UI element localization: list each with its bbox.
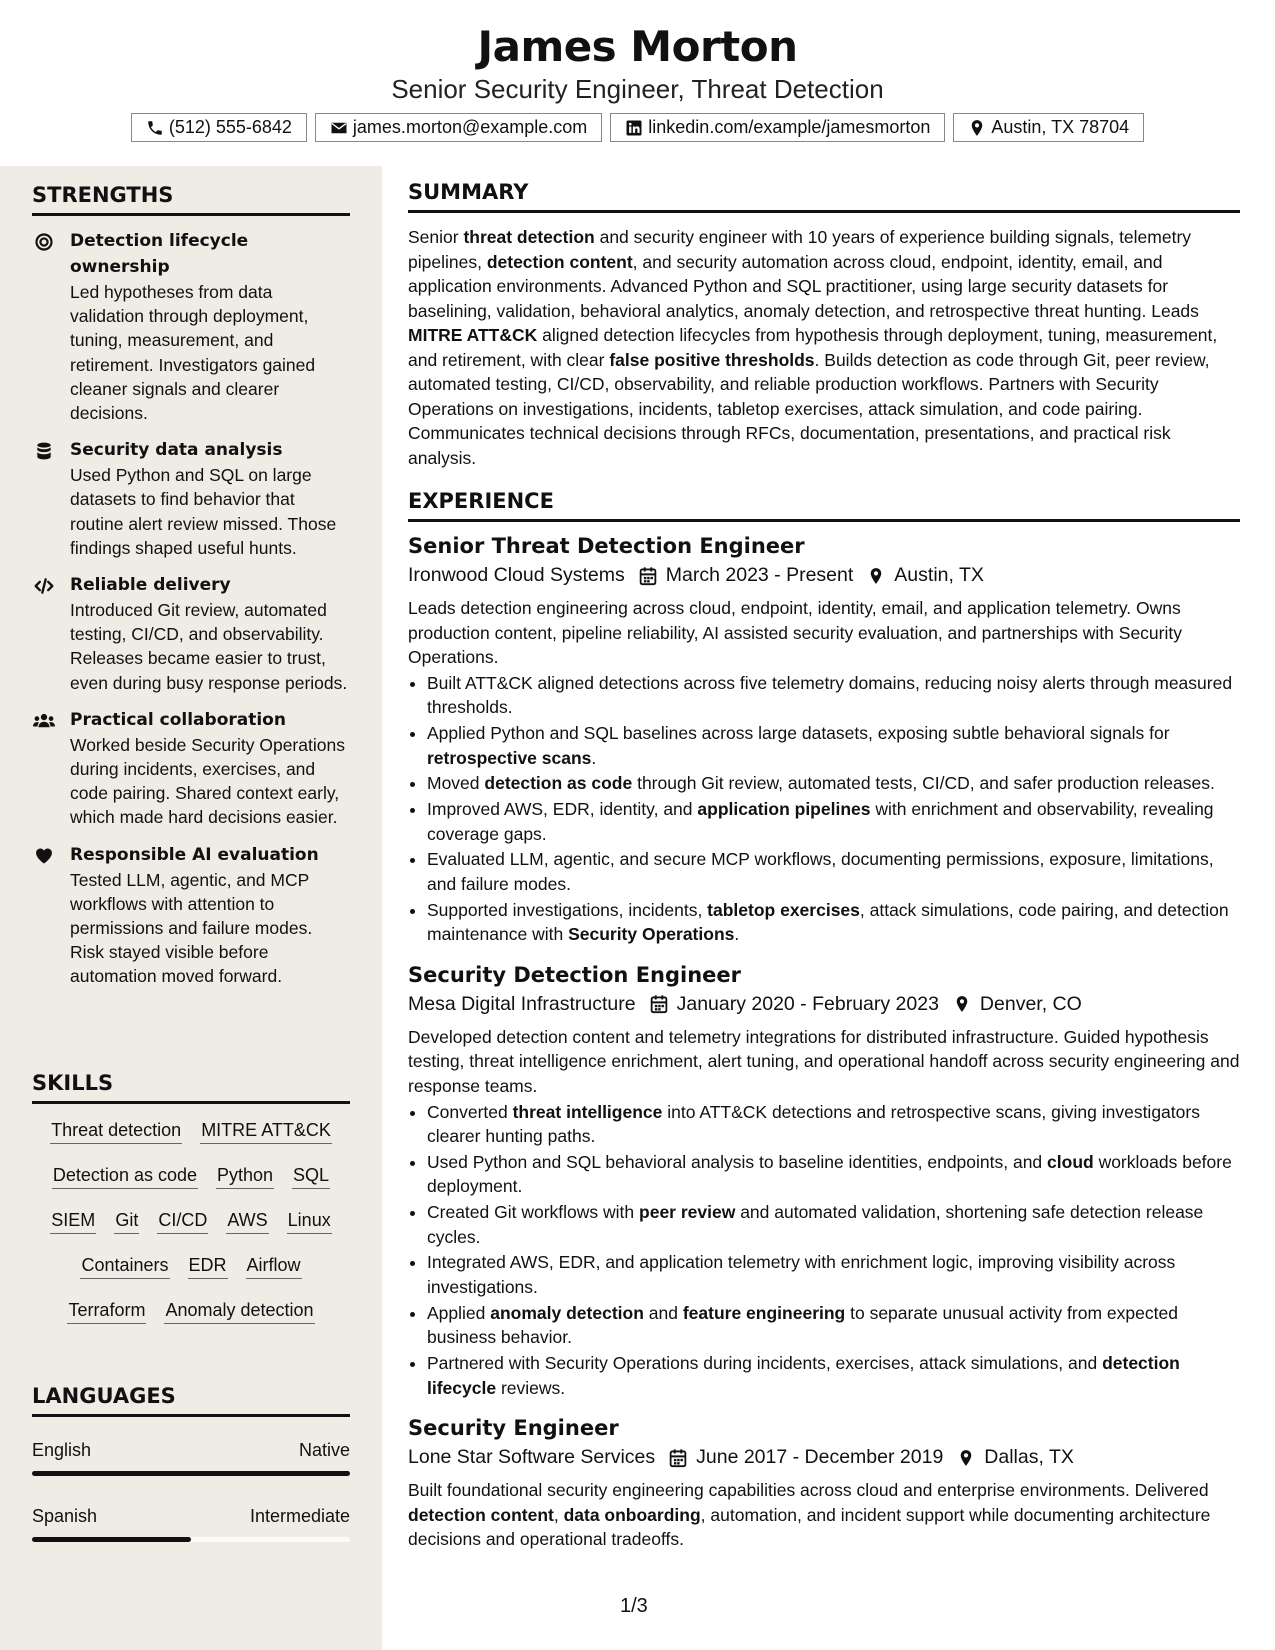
job-title: Security Detection Engineer <box>408 962 742 987</box>
contact-linkedin[interactable] <box>610 113 945 142</box>
text-run: , <box>553 1504 564 1525</box>
job-bullet <box>427 671 1240 720</box>
job-location: Denver, CO <box>979 992 1082 1015</box>
skill-tag: SQL <box>292 1163 330 1189</box>
text-run: and automated validation, shortening safe detection release cycles. <box>427 1202 1204 1247</box>
contact-location[interactable] <box>953 113 1144 142</box>
job-company: Lone Star Software Services <box>408 1446 656 1469</box>
text-run: reviews. <box>496 1377 566 1398</box>
bold-phrase: MITRE ATT&CK <box>408 325 538 345</box>
job-bullets <box>408 671 1240 947</box>
text-run: Integrated AWS, EDR, and application telemetry with enrichment logic, improving visibility across investigations. <box>427 1252 1176 1297</box>
job-bullet <box>427 797 1240 846</box>
calendar-icon <box>650 994 668 1014</box>
contact-text: james.morton@example.com <box>352 117 588 137</box>
bold-phrase: false positive thresholds <box>609 349 815 370</box>
heart-icon <box>33 846 55 866</box>
strength-item <box>32 228 350 425</box>
job-bullet <box>427 898 1240 947</box>
bold-phrase: data onboarding <box>563 1504 701 1525</box>
text-run: Leads detection engineering across cloud, endpoint, identity, email, and application telemetry. Owns production content, pipeline reliability, AI assisted security evaluation, and partnerships with Security Operations. <box>408 598 1182 667</box>
resume-header <box>0 0 1275 166</box>
linkedin-icon <box>625 119 643 137</box>
location-pin-icon <box>968 119 986 137</box>
page-indicator: 1/3 <box>620 1595 648 1617</box>
text-run: . Builds detection as code through Git, peer review, automated testing, CI/CD, observability, and reliable production workflows. Partners with Security Operations on investigations, incidents, tabletop exercises, attack simulation, and code pairing. Communicates technical decisions through RFCs, documentation, presentations, and practical risk analysis. <box>408 349 1210 468</box>
text-run: Partnered with Security Operations during incidents, exercises, attack simulations, and <box>427 1353 1103 1374</box>
strength-title: Responsible AI evaluation <box>70 844 319 865</box>
job-bullet <box>427 1100 1240 1149</box>
strength-title: Practical collaboration <box>70 709 286 730</box>
strengths-title: STRENGTHS <box>32 183 350 216</box>
text-run: Improved AWS, EDR, identity, and <box>427 799 698 820</box>
text-run: , attack simulations, code pairing, and detection maintenance with <box>427 899 1229 945</box>
contact-text: (512) 555-6842 <box>168 117 292 137</box>
languages-title: LANGUAGES <box>32 1384 350 1417</box>
text-run: Used Python and SQL behavioral analysis to baseline identities, endpoints, and <box>427 1151 1048 1172</box>
text-run: Applied <box>427 1302 491 1323</box>
job-dates: March 2023 - Present <box>665 564 854 586</box>
text-run: Supported investigations, incidents, <box>427 899 708 920</box>
bold-phrase: detection as code <box>484 773 633 794</box>
job-bullets <box>408 1100 1240 1400</box>
contact-phone[interactable] <box>131 113 307 142</box>
text-run: into ATT&CK detections and retrospective scans, giving investigators clearer hunting paths. <box>427 1101 1200 1147</box>
text-run: Evaluated LLM, agentic, and secure MCP workflows, documenting permissions, exposure, limitations, and failure modes. <box>427 849 1214 894</box>
job-company: Ironwood Cloud Systems <box>408 564 625 586</box>
job-bullet <box>427 771 1240 796</box>
job-description <box>408 596 1240 670</box>
phone-icon <box>146 119 164 137</box>
bold-phrase: feature engineering <box>682 1302 846 1323</box>
language-proficiency-bar <box>32 1537 350 1542</box>
contact-text: Austin, TX 78704 <box>991 117 1130 137</box>
summary-text <box>408 225 1240 470</box>
text-run: workloads before deployment. <box>427 1151 1232 1197</box>
text-run: Built foundational security engineering capabilities across cloud and enterprise environments. Delivered <box>408 1480 1209 1501</box>
job-dates: January 2020 - February 2023 <box>676 992 939 1015</box>
skill-tag: Detection as code <box>52 1163 198 1189</box>
job-meta <box>408 564 1240 587</box>
job-title: Security Engineer <box>408 1416 619 1441</box>
skill-tag: AWS <box>226 1208 268 1234</box>
bold-phrase: detection content <box>408 1504 554 1525</box>
skill-tag: Airflow <box>246 1253 302 1279</box>
strength-title: Detection lifecycle ownership <box>70 231 249 277</box>
job-company: Mesa Digital Infrastructure <box>408 992 636 1015</box>
text-run: Converted <box>427 1101 513 1122</box>
job-title: Senior Threat Detection Engineer <box>408 534 805 558</box>
bold-phrase: tabletop exercises <box>707 899 860 920</box>
experience-list <box>408 534 1240 1552</box>
text-run: . <box>734 924 740 945</box>
strength-item <box>32 437 350 560</box>
text-run: Moved <box>427 773 485 794</box>
skill-tag: SIEM <box>50 1208 96 1234</box>
language-name: English <box>32 1440 92 1460</box>
strength-text: Worked beside Security Operations during incidents, exercises, and code pairing. Shared context early, which made hard decisions easier. <box>70 734 345 828</box>
skills-list <box>32 1118 350 1324</box>
skill-tag: Terraform <box>67 1298 146 1324</box>
job-bullet <box>427 1301 1240 1350</box>
job-meta <box>408 993 1240 1016</box>
language-item <box>32 1506 350 1542</box>
job-entry <box>408 1416 1240 1552</box>
bold-phrase: retrospective scans <box>427 747 592 768</box>
strength-text: Led hypotheses from data validation through deployment, tuning, measurement, and retirement. Investigators gained cleaner signals and clearer decisions. <box>70 282 316 424</box>
language-level: Intermediate <box>249 1506 350 1526</box>
strength-item <box>32 572 350 695</box>
job-bullet <box>427 847 1240 896</box>
text-run: through Git review, automated tests, CI/CD, and safer production releases. <box>632 773 1215 794</box>
language-name: Spanish <box>32 1506 98 1526</box>
language-proficiency-fill <box>32 1537 191 1542</box>
strength-item <box>32 707 350 830</box>
job-dates: June 2017 - December 2019 <box>696 1446 944 1469</box>
calendar-icon <box>639 566 657 586</box>
job-bullet <box>427 1250 1240 1299</box>
skill-tag: Python <box>216 1163 274 1189</box>
text-run: . <box>591 747 597 768</box>
bold-phrase: application pipelines <box>697 799 871 820</box>
bold-phrase: threat detection <box>463 227 595 247</box>
skill-tag: EDR <box>188 1253 228 1279</box>
text-run: and <box>643 1302 683 1323</box>
bold-phrase: detection lifecycle <box>427 1353 1180 1398</box>
code-icon <box>33 576 55 596</box>
job-bullet <box>427 1351 1240 1400</box>
skill-tag: Git <box>114 1208 139 1234</box>
skill-tag: Linux <box>287 1208 332 1234</box>
bold-phrase: detection content <box>486 251 633 272</box>
users-icon <box>33 711 55 731</box>
text-run: to separate unusual activity from expected business behavior. <box>427 1302 1178 1348</box>
language-proficiency-fill <box>32 1471 350 1476</box>
calendar-icon <box>669 1448 687 1468</box>
location-pin-icon <box>957 1448 975 1468</box>
strength-text: Used Python and SQL on large datasets to find behavior that routine alert review missed. Those findings shaped useful hunts. <box>70 465 337 558</box>
text-run: with enrichment and observability, revealing coverage gaps. <box>427 799 1214 844</box>
text-run: Created Git workflows with <box>427 1202 640 1223</box>
sidebar <box>0 166 382 1650</box>
contact-bar <box>0 113 1275 142</box>
target-icon <box>33 232 55 252</box>
candidate-name: James Morton <box>477 22 798 71</box>
text-run: Built ATT&CK aligned detections across five telemetry domains, reducing noisy alerts through measured thresholds. <box>427 672 1233 718</box>
text-run: Senior <box>408 227 464 247</box>
languages-section <box>32 1384 350 1542</box>
job-location: Austin, TX <box>894 564 984 586</box>
bold-phrase: threat intelligence <box>512 1101 663 1122</box>
contact-text: linkedin.com/example/jamesmorton <box>648 117 931 137</box>
text-run: aligned detection lifecycles from hypothesis through deployment, tuning, measurement, and retirement, with clear <box>408 325 1218 370</box>
job-bullet <box>427 1200 1240 1249</box>
database-icon <box>33 441 55 461</box>
skill-tag: CI/CD <box>157 1208 208 1234</box>
language-item <box>32 1440 350 1476</box>
experience-title: EXPERIENCE <box>408 489 1240 522</box>
job-description <box>408 1025 1240 1099</box>
skills-title: SKILLS <box>32 1071 350 1104</box>
candidate-role: Senior Security Engineer, Threat Detection <box>391 74 884 104</box>
strength-title: Reliable delivery <box>70 575 231 596</box>
strength-item <box>32 842 350 989</box>
skills-section <box>32 1071 350 1324</box>
skill-tag: Threat detection <box>50 1118 182 1144</box>
job-bullet <box>427 721 1240 770</box>
bold-phrase: cloud <box>1047 1151 1094 1172</box>
strength-title: Security data analysis <box>70 440 283 461</box>
job-entry <box>408 963 1240 1400</box>
skill-tag: Containers <box>80 1253 169 1279</box>
language-level: Native <box>298 1440 350 1460</box>
text-run: Developed detection content and telemetry integrations for distributed infrastructure. Guided hypothesis testing, threat intelligence enrichment, alert tuning, and operational handoff across security engineering and response teams. <box>408 1026 1240 1096</box>
language-proficiency-bar <box>32 1471 350 1476</box>
location-pin-icon <box>867 566 885 586</box>
bold-phrase: anomaly detection <box>490 1302 644 1323</box>
job-entry <box>408 534 1240 947</box>
text-run: , and security automation across cloud, endpoint, identity, email, and application environments. Advanced Python and SQL practitioner, using large security datasets for baselining, validation, behavioral analytics, anomaly detection, and retrospective threat hunting. Leads <box>408 251 1199 321</box>
text-run: , automation, and incident support while documenting architecture decisions and operational tradeoffs. <box>408 1504 1211 1550</box>
skill-tag: MITRE ATT&CK <box>200 1118 332 1144</box>
main-content <box>408 180 1240 1552</box>
text-run: Applied Python and SQL baselines across large datasets, exposing subtle behavioral signals for <box>427 723 1170 744</box>
skill-tag: Anomaly detection <box>164 1298 314 1324</box>
bold-phrase: Security Operations <box>568 924 735 945</box>
strength-text: Introduced Git review, automated testing, CI/CD, and observability. Releases became easier to trust, even during busy response periods. <box>70 600 348 693</box>
envelope-icon <box>330 119 348 137</box>
job-description <box>408 1478 1240 1552</box>
job-bullet <box>427 1150 1240 1199</box>
text-run: and security engineer with 10 years of experience building signals, telemetry pipelines, <box>408 227 1192 272</box>
strength-text: Tested LLM, agentic, and MCP workflows with attention to permissions and failure modes. Risk stayed visible before automation moved forward. <box>70 869 313 987</box>
strengths-section <box>32 183 350 989</box>
job-location: Dallas, TX <box>984 1446 1074 1469</box>
job-meta <box>408 1446 1240 1469</box>
contact-email[interactable] <box>315 113 602 142</box>
location-pin-icon <box>953 994 971 1014</box>
bold-phrase: peer review <box>639 1202 736 1223</box>
summary-title: SUMMARY <box>408 180 1240 213</box>
